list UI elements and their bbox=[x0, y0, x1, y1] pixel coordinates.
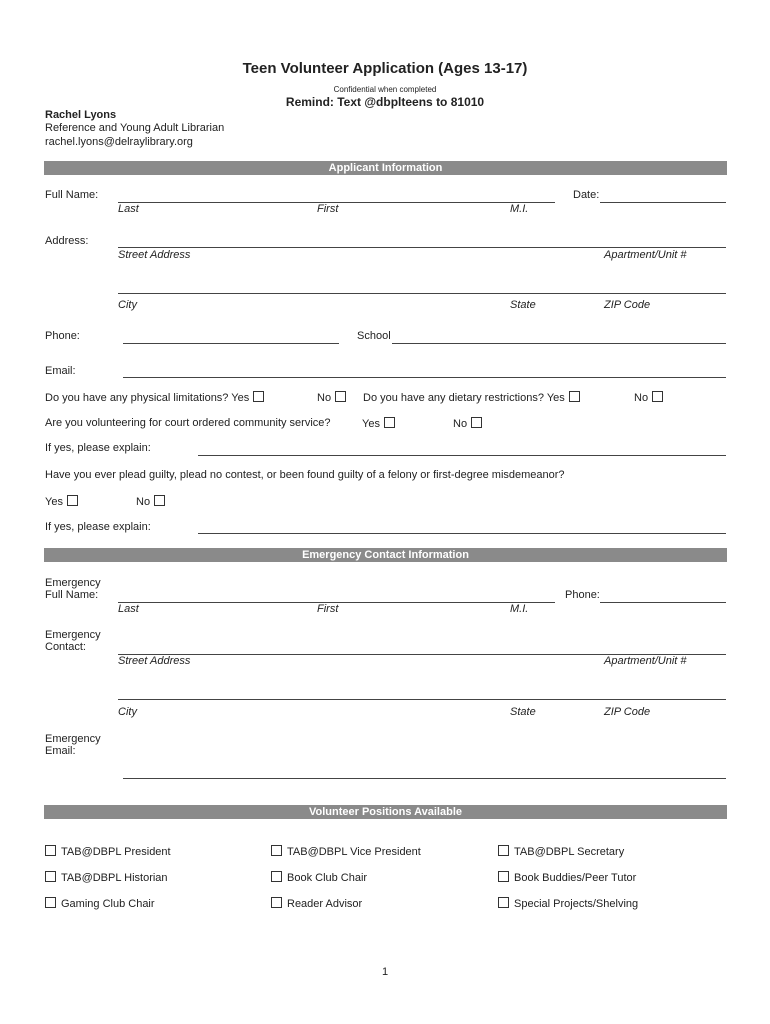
position-checkbox[interactable] bbox=[498, 871, 509, 882]
emergency-apt-caption: Apartment/Unit # bbox=[604, 655, 687, 667]
felony-no-label: No bbox=[136, 496, 151, 508]
emergency-state-caption: State bbox=[510, 706, 536, 718]
full-name-label: Full Name: bbox=[45, 189, 99, 201]
dietary-question-text: Do you have any dietary restrictions? Yes bbox=[363, 392, 565, 404]
felony-explain-field[interactable] bbox=[198, 533, 726, 534]
emergency-contact-label-2: Contact: bbox=[45, 641, 86, 653]
position-option[interactable] bbox=[498, 845, 624, 858]
mi-caption: M.I. bbox=[510, 203, 529, 215]
court-yes-checkbox[interactable] bbox=[384, 417, 395, 428]
date-field[interactable] bbox=[600, 202, 726, 203]
position-label: Reader Advisor bbox=[287, 898, 363, 910]
emergency-first-caption: First bbox=[317, 603, 339, 615]
position-checkbox[interactable] bbox=[271, 871, 282, 882]
emergency-email-label-2: Email: bbox=[45, 745, 76, 757]
address-label: Address: bbox=[45, 235, 89, 247]
felony-yes-checkbox[interactable] bbox=[67, 495, 78, 506]
court-yes-option bbox=[362, 417, 395, 430]
position-option[interactable] bbox=[271, 845, 421, 858]
physical-limitations-question bbox=[45, 391, 264, 404]
position-option[interactable] bbox=[45, 897, 155, 910]
physical-question-text: Do you have any physical limitations? Yes bbox=[45, 392, 250, 404]
confidential-note: Confidential when completed bbox=[333, 85, 437, 94]
position-label: TAB@DBPL President bbox=[61, 846, 171, 858]
position-option[interactable] bbox=[45, 871, 168, 884]
emergency-mi-caption: M.I. bbox=[510, 603, 529, 615]
dietary-yes-checkbox[interactable] bbox=[569, 391, 580, 402]
emergency-name-label-1: Emergency bbox=[45, 577, 101, 589]
dietary-no-label: No bbox=[634, 392, 649, 404]
email-label: Email: bbox=[45, 365, 76, 377]
position-option[interactable] bbox=[271, 897, 362, 910]
emergency-city-field[interactable] bbox=[118, 699, 726, 700]
felony-yes-label: Yes bbox=[45, 496, 63, 508]
city-state-zip-field[interactable] bbox=[118, 293, 726, 294]
page-title: Teen Volunteer Application (Ages 13-17) bbox=[242, 60, 528, 77]
dietary-no-checkbox[interactable] bbox=[652, 391, 663, 402]
emergency-name-label-2: Full Name: bbox=[45, 589, 99, 601]
phone-field[interactable] bbox=[123, 343, 339, 344]
court-no-checkbox[interactable] bbox=[471, 417, 482, 428]
position-checkbox[interactable] bbox=[271, 897, 282, 908]
street-caption: Street Address bbox=[118, 249, 191, 261]
city-caption: City bbox=[118, 299, 137, 311]
felony-question: Have you ever plead guilty, plead no contest, or been found guilty of a felony or first-degree misdemeanor? bbox=[45, 469, 565, 481]
emergency-phone-label: Phone: bbox=[565, 589, 600, 601]
position-label: TAB@DBPL Vice President bbox=[287, 846, 421, 858]
physical-no-checkbox[interactable] bbox=[335, 391, 346, 402]
emergency-city-caption: City bbox=[118, 706, 137, 718]
court-yes-label: Yes bbox=[362, 418, 380, 430]
school-field[interactable] bbox=[392, 343, 726, 344]
emergency-email-label-1: Emergency bbox=[45, 733, 101, 745]
page-number: 1 bbox=[381, 966, 389, 978]
position-option[interactable] bbox=[271, 871, 367, 884]
position-checkbox[interactable] bbox=[45, 897, 56, 908]
position-label: TAB@DBPL Secretary bbox=[514, 846, 625, 858]
position-checkbox[interactable] bbox=[498, 845, 509, 856]
street-address-field[interactable] bbox=[118, 247, 726, 248]
position-label: Special Projects/Shelving bbox=[514, 898, 639, 910]
emergency-last-caption: Last bbox=[118, 603, 139, 615]
physical-no-option bbox=[317, 391, 346, 404]
physical-yes-checkbox[interactable] bbox=[253, 391, 264, 402]
position-option[interactable] bbox=[498, 871, 636, 884]
state-caption: State bbox=[510, 299, 536, 311]
phone-label: Phone: bbox=[45, 330, 80, 342]
first-caption: First bbox=[317, 203, 339, 215]
physical-no-label: No bbox=[317, 392, 332, 404]
court-question: Are you volunteering for court ordered community service? bbox=[45, 417, 331, 429]
dietary-question bbox=[363, 391, 580, 404]
position-label: TAB@DBPL Historian bbox=[61, 872, 168, 884]
zip-caption: ZIP Code bbox=[604, 299, 651, 311]
felony-no-option bbox=[136, 495, 165, 508]
emergency-phone-field[interactable] bbox=[600, 602, 726, 603]
emergency-email-field[interactable] bbox=[123, 778, 726, 779]
section-applicant-information: Applicant Information bbox=[44, 161, 727, 175]
section-emergency-contact: Emergency Contact Information bbox=[44, 548, 727, 562]
contact-name: Rachel Lyons bbox=[45, 109, 117, 121]
felony-yes-option bbox=[45, 495, 78, 508]
position-label: Book Club Chair bbox=[287, 872, 368, 884]
position-label: Gaming Club Chair bbox=[61, 898, 155, 910]
emergency-zip-caption: ZIP Code bbox=[604, 706, 651, 718]
position-checkbox[interactable] bbox=[498, 897, 509, 908]
dietary-no-option bbox=[634, 391, 663, 404]
court-no-label: No bbox=[453, 418, 468, 430]
position-checkbox[interactable] bbox=[45, 871, 56, 882]
school-label: School bbox=[357, 330, 391, 342]
court-no-option bbox=[453, 417, 482, 430]
emergency-street-caption: Street Address bbox=[118, 655, 191, 667]
remind-text: Remind: Text @dbplteens to 81010 bbox=[285, 95, 485, 109]
apt-caption: Apartment/Unit # bbox=[604, 249, 687, 261]
emergency-contact-label-1: Emergency bbox=[45, 629, 101, 641]
email-field[interactable] bbox=[123, 377, 726, 378]
felony-no-checkbox[interactable] bbox=[154, 495, 165, 506]
contact-email: rachel.lyons@delraylibrary.org bbox=[45, 136, 193, 148]
section-volunteer-positions: Volunteer Positions Available bbox=[44, 805, 727, 819]
last-caption: Last bbox=[118, 203, 139, 215]
court-explain-field[interactable] bbox=[198, 455, 726, 456]
position-label: Book Buddies/Peer Tutor bbox=[514, 872, 637, 884]
felony-explain-label: If yes, please explain: bbox=[45, 521, 151, 533]
position-checkbox[interactable] bbox=[45, 845, 56, 856]
position-option[interactable] bbox=[45, 845, 171, 858]
contact-role: Reference and Young Adult Librarian bbox=[45, 122, 225, 134]
position-checkbox[interactable] bbox=[271, 845, 282, 856]
court-explain-label: If yes, please explain: bbox=[45, 442, 151, 454]
position-option[interactable] bbox=[498, 897, 638, 910]
date-label: Date: bbox=[573, 189, 600, 201]
